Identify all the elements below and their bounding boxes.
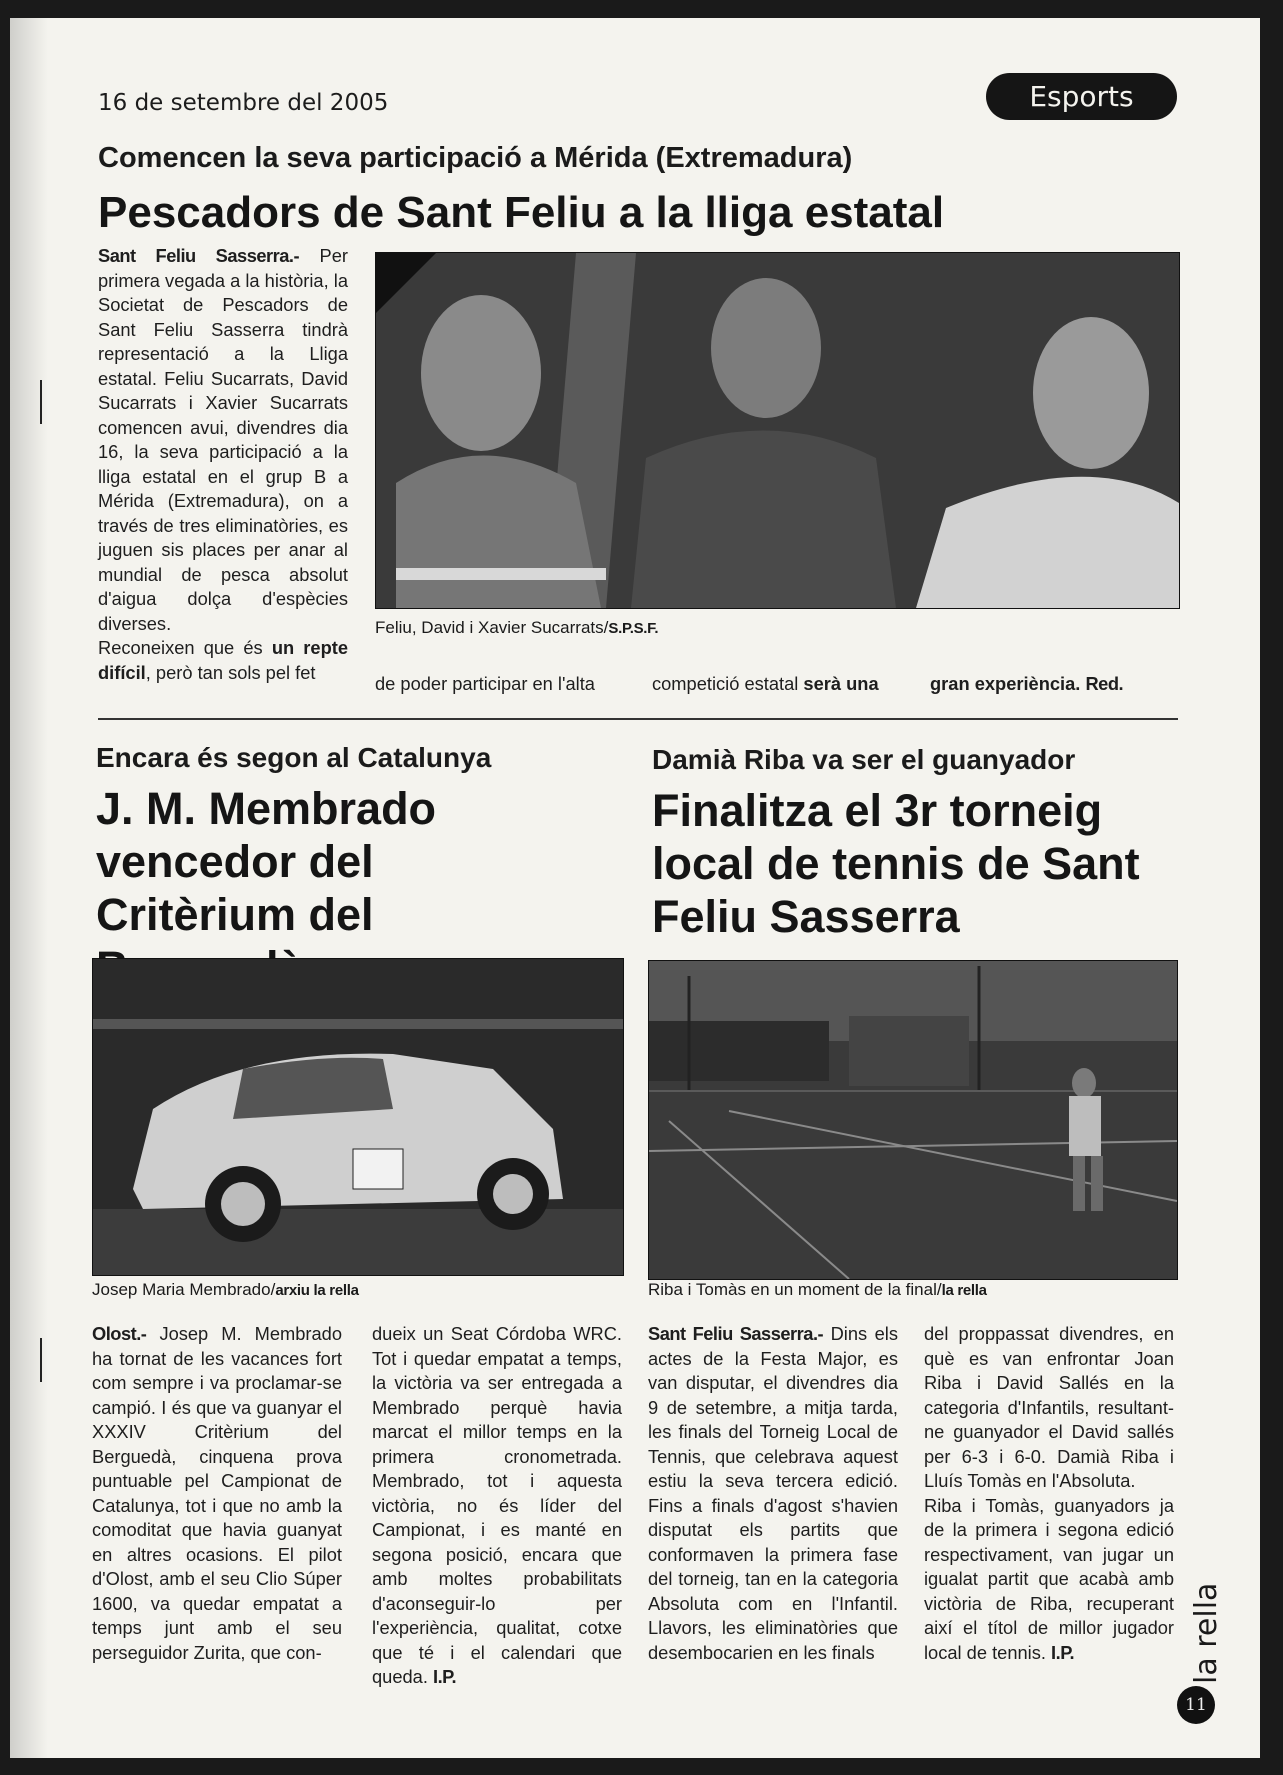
tennis-match-photo xyxy=(648,960,1178,1280)
article2-signature: I.P. xyxy=(433,1666,457,1687)
tennis-court-illustration xyxy=(649,961,1177,1279)
article2-kicker: Encara és segon al Catalunya xyxy=(96,742,492,773)
section-divider xyxy=(98,718,1178,720)
article2-place: Olost.- xyxy=(92,1323,147,1344)
article1-body-4a: competició estatal xyxy=(652,673,799,694)
article1-body-2c: , però tan sols pel fet xyxy=(145,661,316,683)
article1-body-col2 xyxy=(375,672,635,697)
article1-body-col1 xyxy=(98,244,348,685)
article3-signature: I.P. xyxy=(1051,1641,1075,1663)
article2-body-1: Josep M. Membrado ha tornat de les vacances fort com sempre i va proclamar-se campió. I és que va guanyar el XXXIV Critèrium del Berguedà, cinquena prova puntuable pel Campionat de Catalunya, tot i que no amb la comoditat que havia guanyat en altres ocasions. El pilot d'Olost, amb el seu Clio Súper 1600, va quedar empatat a temps junt amb el seu perseguidor Zurita, que con- xyxy=(92,1323,342,1663)
article1-body-2b: un repte difícil xyxy=(98,637,348,683)
article3-body-2b: Riba i Tomàs, guanyadors ja de la primera i segona edició respectivament, van jugar un igualat partit que acabà amb victòria de Riba, recuperant així el títol de millor jugador local de tennis. xyxy=(924,1494,1174,1663)
article1-body-col3 xyxy=(652,672,912,697)
article3-body-col1 xyxy=(648,1322,898,1665)
rally-car-illustration xyxy=(93,959,623,1275)
article3-place: Sant Feliu Sasserra.- xyxy=(648,1323,824,1344)
article3-body-2a: del proppassat divendres, en què es van enfrontar Joan Riba i David Sallés en la categoria d'Infantils, resultant-ne guanyador el David sallés per 6-3 i 6-0. Damià Riba i Lluís Tomàs en l'Absoluta. xyxy=(924,1323,1174,1491)
article1-caption xyxy=(375,618,658,638)
article2-headline: J. M. Membrado vencedor del Critèrium del xyxy=(96,783,437,940)
article1-place: Sant Feliu Sasserra.- xyxy=(98,245,300,266)
article3-caption-credit: la rella xyxy=(941,1282,987,1299)
article1-body-1: Per primera vegada a la història, la Societat de Pescadors de Sant Feliu Sasserra tindrà representació a la Lliga estatal. Feliu Sucarrats, David Sucarrats i Xavier Sucarrats comencen avui, divendres dia 16, la seva participació a la lliga estatal en el grup B a Mérida (Extremadura), on a través de tres eliminatòries, es juguen sis places per anar al mundial de pesca absolut d'aigua dolça d'espècies diverses. xyxy=(98,245,348,634)
article1-body-2a: Reconeixen que és xyxy=(98,637,263,658)
article1-body-col4 xyxy=(930,672,1180,697)
article3-caption-text: Riba i Tomàs en un moment de la final/ xyxy=(648,1280,942,1299)
article2-body-2: dueix un Seat Córdoba WRC. Tot i quedar empatat a temps, la victòria va ser entregada a Membrado perquè havia marcat el millor temps en la primera cronometrada. Membrado, tot i aquesta victòria, no és líder del Campionat, i es manté en segona posició, encara que amb moltes probabilitats d'aconseguir-lo per l'experiència, qualitat, cotxe que té i el calendari que queda. xyxy=(372,1323,622,1687)
la-rella-logo-text: la rella xyxy=(1189,1582,1224,1684)
page-spine-shadow xyxy=(10,18,48,1758)
article1-body-4b: serà una xyxy=(803,673,879,694)
article1-body-5: gran experiència. xyxy=(930,673,1081,694)
article1-body-3: de poder participar en l'alta xyxy=(375,673,595,694)
article1-kicker: Comencen la seva participació a Mérida (Extremadura) xyxy=(98,142,853,174)
article2-caption xyxy=(92,1280,359,1300)
issue-date: 16 de setembre del 2005 xyxy=(98,90,389,116)
newspaper-page xyxy=(10,18,1260,1758)
article3-body-col2 xyxy=(924,1322,1174,1665)
binding-mark xyxy=(40,380,42,424)
article1-caption-text: Feliu, David i Xavier Sucarrats/ xyxy=(375,618,609,637)
page-number: 11 xyxy=(1177,1686,1215,1724)
article3-body-1: Dins els actes de la Festa Major, es van disputar, el divendres dia 9 de setembre, a mitja tarda, les finals del Torneig Local de Tennis, que celebrava aquest estiu la seva tercera edició. Fins a finals d'agost s'havien disputat els partits que conformaven la primera fase del torneig, tan en la categoria Absoluta com en l'Infantil. Llavors, les eliminatòries que desembocarien en les finals xyxy=(648,1323,898,1663)
article1-signature: Red. xyxy=(1085,673,1124,694)
article2-caption-credit: arxiu la rella xyxy=(275,1282,359,1299)
article1-headline: Pescadors de Sant Feliu a la lliga estatal xyxy=(98,188,945,237)
anglers-photo xyxy=(375,252,1180,609)
binding-mark xyxy=(40,1338,42,1382)
article1-caption-credit: S.P.S.F. xyxy=(608,620,659,637)
anglers-illustration xyxy=(376,253,1179,608)
section-label: Esports xyxy=(986,73,1177,120)
article2-body-col2 xyxy=(372,1322,622,1690)
article2-caption-text: Josep Maria Membrado/ xyxy=(92,1280,276,1299)
article3-headline: Finalitza el 3r torneig local de tennis de Sant Feliu Sasserra xyxy=(652,785,1140,942)
article2-body-col1 xyxy=(92,1322,342,1665)
article3-caption xyxy=(648,1280,987,1300)
la-rella-logo xyxy=(1186,1576,1226,1686)
article3-kicker: Damià Riba va ser el guanyador xyxy=(652,744,1076,775)
rally-car-photo xyxy=(92,958,624,1276)
